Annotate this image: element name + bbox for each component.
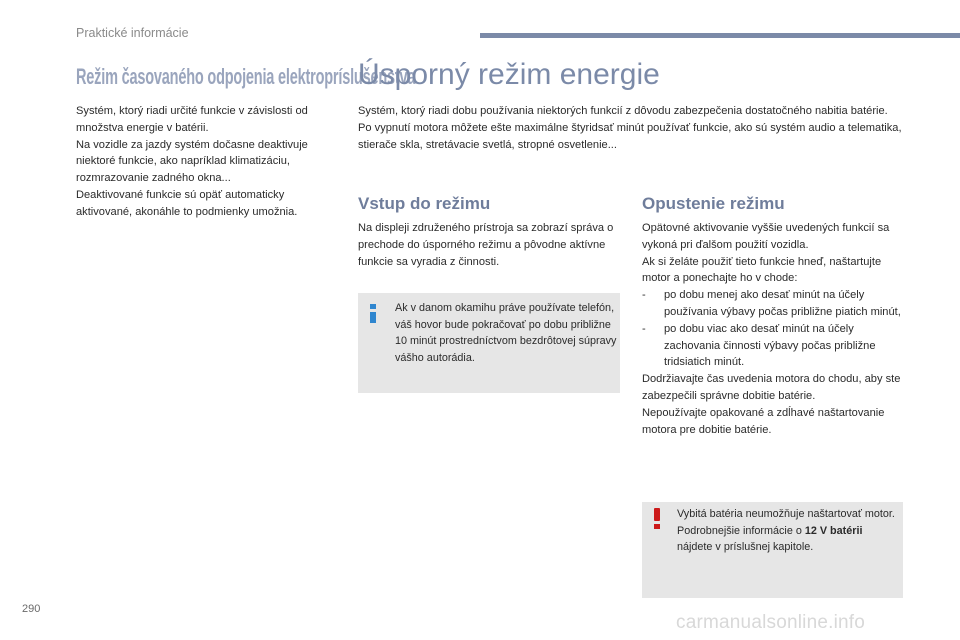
page-title: Úsporný režim energie: [358, 58, 660, 91]
warning-text: nájdete v príslušnej kapitole.: [677, 541, 814, 553]
warning-icon: [654, 508, 662, 529]
section-label: Praktické informácie: [76, 26, 189, 40]
info-note-paragraph: Ak v danom okamihu práve používate telefón, váš hovor bude pokračovať po dobu približne 10 minút prostredníctvom bezdrôtovej súpravy vášho autorádia.: [395, 302, 617, 364]
info-note-text: [395, 300, 617, 366]
left-paragraph: Deaktivované funkcie sú opäť automaticky aktivované, akonáhle to podmienky umožnia.: [76, 188, 298, 218]
warning-bold-text: 12 V batérii: [804, 524, 863, 537]
exit-paragraph: Opätovné aktivovanie vyššie uvedených funkcií sa vykoná pri ďalšom použití vozidla.: [642, 222, 890, 251]
exit-paragraph: Ak si želáte použiť tieto funkcie hneď, naštartujte motor a ponechajte ho v chode:: [642, 255, 882, 285]
left-column-title: Režim časovaného odpojenia elektropríslušenstva: [76, 64, 416, 89]
left-paragraph: Systém, ktorý riadi určité funkcie v závislosti od množstva energie v batérii.: [76, 105, 308, 134]
watermark: carmanualsonline.info: [676, 612, 866, 633]
warning-text: Podrobnejšie informácie o: [677, 524, 805, 537]
warning-paragraph: Vybitá batéria neumožňuje naštartovať motor.: [677, 508, 895, 520]
warning-note-text: [677, 506, 899, 556]
exit-paragraph: Nepoužívajte opakované a zdĺhavé naštartovanie motora pre dobitie batérie.: [642, 406, 885, 436]
entry-heading: Vstup do režimu: [358, 194, 491, 213]
left-column-body: [76, 103, 338, 221]
exit-text: [642, 220, 908, 438]
header-rule: [480, 33, 960, 38]
list-item-text: po dobu menej ako desať minút na účely používania výbavy počas približne piatich minút,: [664, 289, 901, 318]
list-item-text: po dobu viac ako desať minút na účely zachovania činnosti výbavy počas približne tridsiatich minút.: [664, 322, 876, 369]
list-dash: -: [642, 289, 646, 302]
intro-paragraph: Systém, ktorý riadi dobu používania niektorých funkcií z dôvodu zabezpečenia dostatočného nabitia batérie.: [358, 105, 888, 117]
page-number: 290: [22, 603, 41, 615]
warning-paragraph: [677, 523, 899, 556]
list-item: [642, 321, 908, 371]
list-item: [642, 287, 908, 321]
left-paragraph: Na vozidle za jazdy systém dočasne deaktivuje niektoré funkcie, ako napríklad klimatizáciu, rozmrazovanie zadného okna...: [76, 138, 308, 185]
info-icon: [369, 304, 377, 324]
intro-text: [358, 103, 908, 153]
list-dash: -: [642, 322, 646, 335]
entry-paragraph: Na displeji združeného prístroja sa zobrazí správa o prechode do úsporného režimu a pôvodne aktívne funkcie sa vyradia z činnosti.: [358, 222, 614, 268]
exit-paragraph: Dodržiavajte čas uvedenia motora do chodu, aby ste zabezpečili správne dobitie batérie.: [642, 373, 901, 402]
exit-heading: Opustenie režimu: [642, 194, 785, 213]
intro-paragraph: Po vypnutí motora môžete ešte maximálne štyridsať minút používať funkcie, ako sú systém audio a telematika, stierače skla, stretávacie svetlá, stropné osvetlenie...: [358, 121, 902, 151]
entry-text: [358, 220, 620, 270]
